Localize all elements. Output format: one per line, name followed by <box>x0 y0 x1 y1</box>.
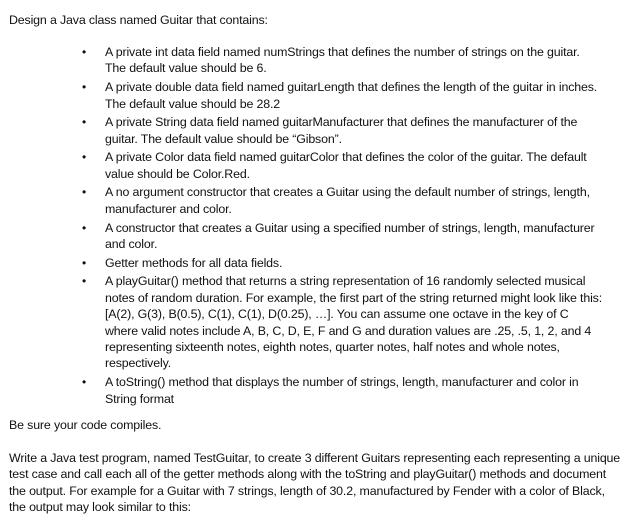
list-item <box>9 114 627 147</box>
list-item-text: A playGuitar() method that returns a string representation of 16 randomly selected musical notes of random duration. For example, the first part of the string returned might look like this: [A(2), G(3), B(0.5), C(1), C(1), D(0.25), …]. You can assume one octave in the key of C where valid notes include A, B, C, D, E, F and G and duration values are .25, .5, 1, 2, and 4 representing sixteenth notes, eighth notes, quarter notes, half notes and whole notes, respectively. <box>105 274 603 371</box>
bullet-icon: • <box>82 220 87 235</box>
list-item-text: A no argument constructor that creates a Guitar using the default number of strings, length, manufacturer and color. <box>105 185 590 216</box>
compile-note: Be sure your code compiles. <box>9 418 162 432</box>
list-item-text: Getter methods for all data fields. <box>105 255 283 270</box>
list-item-text: A toString() method that displays the number of strings, length, manufacturer and color in String format <box>105 375 579 406</box>
list-item <box>9 273 627 371</box>
bullet-icon: • <box>82 115 87 130</box>
requirements-list <box>9 44 627 409</box>
bullet-icon: • <box>82 185 87 200</box>
test-program-paragraph: Write a Java test program, named TestGuitar, to create 3 different Guitars representing each representing a unique test case and call each all of the getter methods along with the toString and playGuitar() methods and document the output. For example for a Guitar with 7 strings, length of 30.2, manufactured by Fender with a color of Black, the output may look similar to this: <box>9 451 621 515</box>
bullet-icon: • <box>82 80 87 95</box>
list-item <box>9 374 627 407</box>
bullet-icon: • <box>82 274 87 289</box>
bullet-icon: • <box>82 375 87 390</box>
list-item <box>9 149 627 182</box>
bullet-icon: • <box>82 45 87 59</box>
list-item <box>9 255 627 271</box>
intro-text: Design a Java class named Guitar that contains: <box>9 13 268 27</box>
list-item-text: A constructor that creates a Guitar using a specified number of strings, length, manufacturer and color. <box>105 220 595 251</box>
list-item <box>9 220 627 253</box>
bullet-icon: • <box>82 150 87 165</box>
list-item-text: A private int data field named numStrings that defines the number of strings on the guitar. The default value should be 6. <box>105 45 580 76</box>
list-item-text: A private Color data field named guitarColor that defines the color of the guitar. The default value should be Color.Red. <box>105 150 587 181</box>
bullet-icon: • <box>82 255 87 270</box>
list-item <box>9 44 627 77</box>
list-item <box>9 184 627 217</box>
list-item <box>9 79 627 112</box>
list-item-text: A private double data field named guitarLength that defines the length of the guitar in inches. The default value should be 28.2 <box>105 80 598 111</box>
list-item-text: A private String data field named guitarManufacturer that defines the manufacturer of the guitar. The default value should be “Gibson”. <box>105 115 578 146</box>
